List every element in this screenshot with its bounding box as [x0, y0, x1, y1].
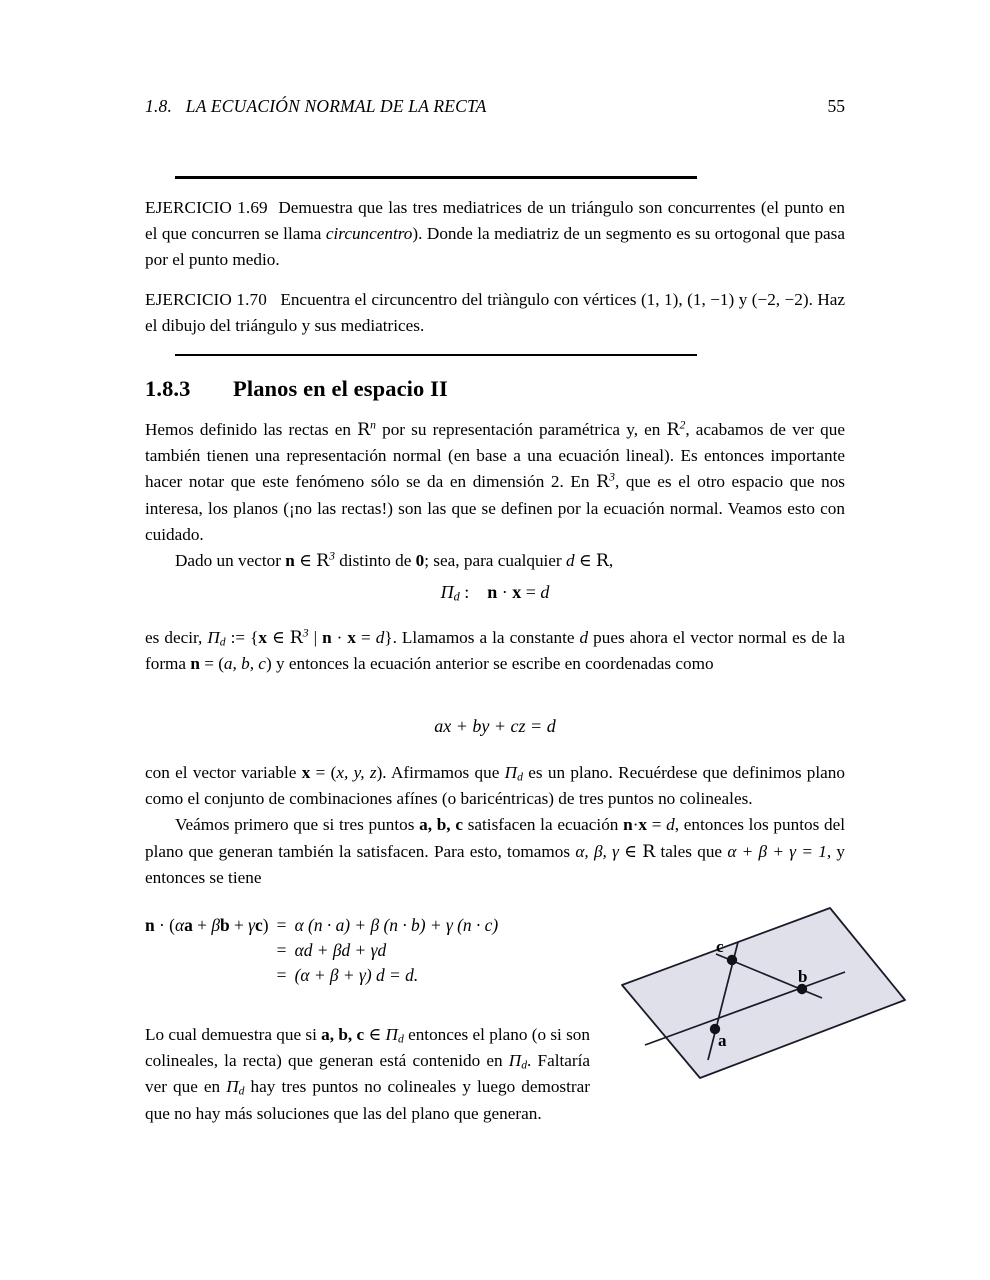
p2-seg3: ; sea, para cualquier [424, 551, 566, 571]
exercise-1-70-text: Encuentra el circuncentro del triàngulo con vértices (1, 1), (1, −1) y (−2, −2). Haz el dibujo del triángulo y sus mediatrices. [145, 289, 846, 336]
p5-seg5: , y entonces se tiene [145, 841, 846, 887]
p4-pi: Π [504, 763, 518, 782]
align-table [145, 915, 498, 990]
p3-seg2: pues ahora el vector normal es de la forma [145, 628, 845, 674]
p6-seg3: . Faltaría ver que en [145, 1051, 591, 1097]
p3-d2: d [579, 628, 589, 647]
p5-greek: α, β, γ [575, 841, 619, 861]
p3-set: := { [225, 628, 259, 647]
ab-rhs3: (α + β + γ) d = d. [294, 965, 419, 985]
ab-rhs1: α (n · a) + β (n · b) + γ (n · c) [294, 915, 499, 935]
p3-eq: = [356, 628, 376, 647]
paragraph-2 [145, 548, 845, 574]
p2-seg5: , [608, 551, 614, 571]
paragraph-4 [145, 760, 845, 812]
point-c-label: c [716, 937, 724, 956]
p2-in: ∈ [294, 551, 317, 571]
display-equation-1 [145, 582, 845, 603]
p3-pi-sub: d [219, 635, 226, 649]
eq1-eq: = [521, 582, 541, 602]
p4-x: x [301, 763, 311, 782]
p2-r: R [316, 551, 330, 572]
align-row-3-rhs [295, 965, 499, 990]
exercise-1-69-label: EJERCICIO 1.69 [145, 197, 268, 217]
p5-dot: · [632, 815, 639, 835]
p6-pi2: Π [508, 1051, 522, 1071]
p2-seg2: distinto de [334, 551, 416, 571]
paragraph-1 [145, 417, 845, 548]
p5-sum: α + β + γ = 1 [727, 841, 827, 861]
p6-seg1: Lo cual demuestra que si [145, 1025, 322, 1044]
p3-dot: · [331, 628, 348, 647]
paragraph-4-wrap [145, 760, 845, 891]
paragraph-5 [145, 812, 845, 891]
p4-seg2: ). Afirmamos que [376, 763, 505, 782]
figure-svg [610, 890, 920, 1090]
align-row-1-lhs [145, 915, 269, 940]
exercise-1-69-emph: circuncentro [325, 223, 413, 243]
p3-bar: | [308, 628, 323, 647]
ab-n: n [145, 915, 155, 935]
p3-r: R [289, 628, 303, 648]
ab-dot: · ( [154, 915, 175, 935]
exercise-1-69-text-b: ). Donde la mediatriz de un segmento es su ortogonal que pasa por el punto medio. [145, 223, 845, 270]
eq1-d: d [540, 582, 550, 602]
align-row-1-rel: = [276, 915, 287, 935]
p4-eq: = ( [310, 763, 337, 782]
p1-seg1: Hemos definido las rectas en [145, 420, 358, 439]
exercise-1-69-text-a: Demuestra que las tres mediatrices de un triángulo son concurrentes (el punto en el que concurren se llama [145, 197, 845, 243]
p3-x2: x [347, 628, 356, 647]
p5-seg1: Veámos primero que si tres puntos [175, 815, 420, 835]
p3-n: n [322, 628, 332, 647]
p3-in: ∈ [266, 628, 290, 647]
align-row-1 [145, 915, 498, 940]
p3-r-sup: 3 [302, 626, 309, 640]
p2-zero: 0 [415, 551, 425, 571]
ab-b: b [219, 915, 230, 935]
ab-beta: β [211, 915, 220, 935]
exercise-1-70 [145, 274, 845, 354]
align-row-3-rel: = [276, 965, 287, 985]
display-equation-2: ax + by + cz = d [434, 716, 556, 736]
p2-r2: R [595, 551, 609, 572]
p3-close: }. Llamamos a la constante [384, 628, 580, 647]
paragraph-6 [145, 1022, 590, 1127]
p3-seg3: ) y entonces la ecuación anterior se escribe en coordenadas como [265, 654, 714, 674]
p6-in: ∈ [364, 1025, 386, 1044]
paragraph-3-wrap [145, 625, 845, 677]
p1-r3: R [596, 472, 610, 493]
figure-plane-with-three-points [610, 890, 920, 1090]
display-equation-2-wrap [145, 716, 845, 737]
paragraph-3 [145, 625, 845, 677]
p4-pi-sub: d [517, 770, 523, 784]
align-row-3 [145, 965, 498, 990]
point-b-label: b [798, 967, 808, 986]
eq1-pi: Π [440, 582, 454, 602]
p4-seg3: es un plano. Recuérdese que definimos plano como el conjunto de combinaciones afínes (o baricéntricas) de tres puntos no colineales. [145, 763, 845, 809]
p4-seg1: con el vector variable [145, 763, 302, 782]
p6-pi-sub: d [397, 1032, 404, 1046]
eq1-dot: · [497, 582, 513, 602]
point-c-dot [727, 955, 737, 965]
ab-c: c [255, 915, 263, 935]
ab-plus1: + [192, 915, 212, 935]
align-row-2-lhs [145, 940, 269, 965]
eq1-colon: : [459, 582, 470, 602]
p6-pi: Π [385, 1025, 398, 1044]
plane-parallelogram [622, 908, 905, 1078]
rule-bottom [175, 354, 697, 357]
p3-x: x [258, 628, 267, 647]
align-row-1-rhs [295, 915, 499, 940]
p5-abc: a, b, c [419, 815, 463, 835]
running-head [145, 96, 845, 122]
ab-plus2: + [229, 915, 249, 935]
p5-seg4: tales que [655, 841, 728, 861]
p5-eq: = [647, 815, 667, 835]
p5-seg3: , entonces los puntos del plano que generan también la satisfacen. Para esto, tomamos [145, 815, 845, 861]
page-number: 55 [827, 96, 845, 116]
p3-abc: a, b, c [223, 654, 266, 674]
ab-alpha: α [174, 915, 185, 935]
section-heading [145, 376, 845, 402]
align-row-2-rhs [295, 940, 499, 965]
p5-n: n [623, 815, 633, 835]
ab-close: ) [262, 915, 269, 935]
section-number: 1.8.3 [145, 376, 191, 401]
p3-eq2: = ( [199, 654, 224, 674]
eq1-n: n [487, 582, 498, 602]
p1-seg4: , que es el otro espacio que nos interesa, los planos (¡no las rectas!) son las que se definen por la ecuación normal. Veamos esto con cuidado. [145, 472, 845, 544]
exercise-block [145, 176, 845, 356]
ab-rhs2: αd + βd + γd [294, 940, 387, 960]
p3-d: d [375, 628, 385, 647]
p2-n: n [285, 551, 295, 571]
align-row-2-rel: = [276, 940, 287, 960]
display-equation-1-wrap [145, 582, 845, 603]
aligned-equation-block [145, 915, 615, 990]
p6-pi3-sub: d [238, 1084, 245, 1098]
p2-d: d [565, 551, 575, 571]
p3-n2: n [190, 654, 200, 674]
exercise-1-69 [145, 179, 845, 274]
p6-seg4: hay tres puntos no colineales y luego demostrar que no hay más soluciones que las del plano que generan. [145, 1077, 590, 1123]
p1-r3-sup: 3 [609, 470, 615, 484]
exercise-1-70-label: EJERCICIO 1.70 [145, 289, 267, 309]
p5-r: R [642, 841, 656, 862]
p2-r-sup: 3 [329, 549, 335, 563]
running-head-title: 1.8. LA ECUACIÓN NORMAL DE LA RECTA [145, 96, 487, 116]
p5-seg2: satisfacen la ecuación [462, 815, 624, 835]
p1-r2-sup: 2 [679, 418, 686, 432]
align-row-2 [145, 940, 498, 965]
p2-seg1: Dado un vector [175, 551, 286, 571]
p1-rn: R [357, 420, 371, 440]
paragraph-1-wrap [145, 417, 845, 574]
p4-xyz: x, y, z [336, 763, 377, 782]
p6-seg2: entonces el plano (o si son colineales, la recta) que generan está contenido en [145, 1025, 590, 1071]
p1-seg2: por su representación paramétrica y, en [375, 420, 667, 439]
eq1-x: x [512, 582, 522, 602]
section-title: Planos en el espacio II [233, 376, 448, 401]
p5-d: d [666, 815, 675, 835]
align-row-3-lhs [145, 965, 269, 990]
ab-a: a [184, 915, 193, 935]
p1-rn-sup: n [370, 418, 376, 432]
paragraph-6-wrap [145, 1022, 590, 1127]
eq1-sub: d [453, 589, 460, 604]
p1-seg3: , acabamos de ver que también tienen una representación normal (en base a una ecuación lineal). Es entonces importante hacer notar que este fenómeno sólo se da en dimensión 2. En [145, 420, 845, 492]
point-a-label: a [718, 1031, 727, 1050]
p2-seg4: ∈ [574, 551, 596, 571]
p6-abc: a, b, c [321, 1025, 365, 1044]
p3-pi: Π [207, 628, 220, 647]
ab-gamma: γ [248, 915, 256, 935]
p6-pi3: Π [226, 1077, 239, 1097]
p3-seg1: es decir, [145, 628, 208, 647]
p5-in: ∈ [618, 841, 643, 861]
p1-r2: R [666, 420, 680, 440]
p6-pi2-sub: d [521, 1058, 528, 1072]
p5-x: x [638, 815, 648, 835]
